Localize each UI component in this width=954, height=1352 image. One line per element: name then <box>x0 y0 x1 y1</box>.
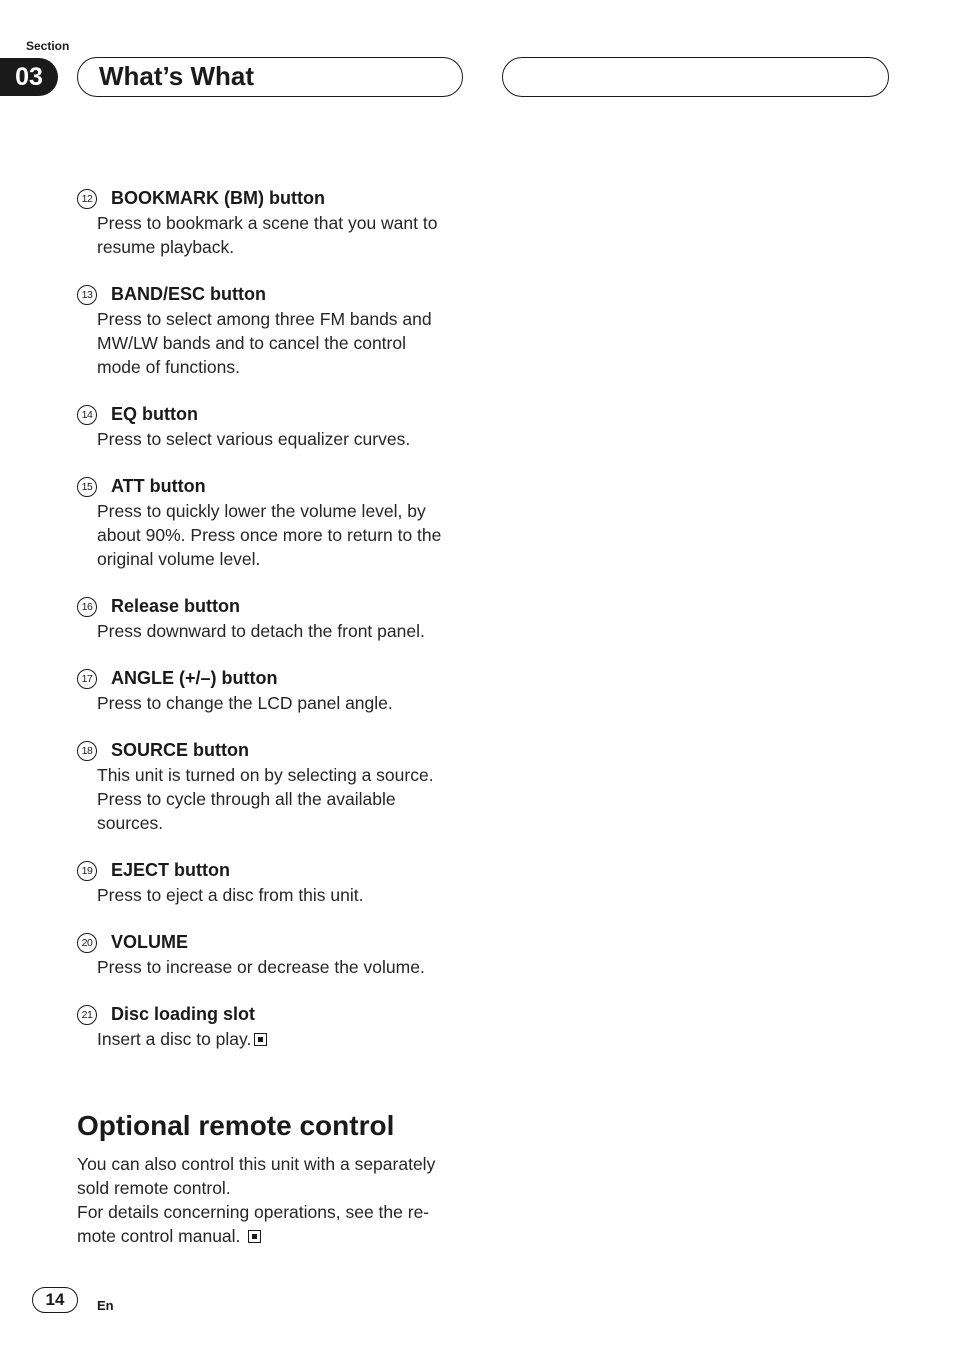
item-description-line <box>97 499 477 523</box>
remote-p1-line2: sold remote control. <box>77 1178 231 1198</box>
item-heading <box>77 858 477 883</box>
item-description-text: MW/LW bands and to cancel the control <box>97 333 406 353</box>
item-description-line <box>97 547 477 571</box>
item-description-text: Insert a disc to play. <box>97 1029 252 1049</box>
item-heading <box>77 1002 477 1027</box>
stop-square-icon <box>248 1230 261 1243</box>
item-description-text: Press to increase or decrease the volume. <box>97 957 425 977</box>
item-description-text: original volume level. <box>97 549 261 569</box>
list-item <box>77 186 477 259</box>
item-description <box>77 307 477 379</box>
item-description <box>77 427 477 451</box>
item-description <box>77 763 477 835</box>
item-description-line <box>97 619 477 643</box>
item-description <box>77 955 477 979</box>
item-heading <box>77 738 477 763</box>
remote-p2-line2: mote control manual. <box>77 1226 241 1246</box>
item-number-circle: 19 <box>77 861 97 881</box>
item-description <box>77 619 477 643</box>
item-description-line <box>97 955 477 979</box>
item-description-text: about 90%. Press once more to return to the <box>97 525 442 545</box>
item-heading <box>77 594 477 619</box>
item-description-line <box>97 1027 477 1051</box>
page-title: What’s What <box>77 57 463 97</box>
page-number: 14 <box>32 1287 78 1313</box>
remote-paragraph-1 <box>77 1152 477 1200</box>
remote-p1-line1: You can also control this unit with a separately <box>77 1154 436 1174</box>
item-number-circle: 18 <box>77 741 97 761</box>
item-description-line <box>97 355 477 379</box>
list-item <box>77 930 477 979</box>
item-title: ATT button <box>111 476 206 496</box>
item-list <box>77 186 477 1074</box>
item-description-text: Press to select among three FM bands and <box>97 309 432 329</box>
item-title: Disc loading slot <box>111 1004 256 1024</box>
list-item <box>77 738 477 835</box>
item-number-circle: 14 <box>77 405 97 425</box>
item-description-line <box>97 811 477 835</box>
item-heading <box>77 930 477 955</box>
remote-paragraph-2 <box>77 1200 477 1248</box>
item-description-text: This unit is turned on by selecting a source. <box>97 765 434 785</box>
item-description-text: Press to quickly lower the volume level, by <box>97 501 426 521</box>
item-description-line <box>97 307 477 331</box>
item-title: EJECT button <box>111 860 230 880</box>
item-description-text: Press to bookmark a scene that you want to <box>97 213 438 233</box>
item-description-text: resume playback. <box>97 237 235 257</box>
item-heading <box>77 474 477 499</box>
item-description-line <box>97 883 477 907</box>
item-title: BAND/ESC button <box>111 284 266 304</box>
item-description-text: Press downward to detach the front panel. <box>97 621 425 641</box>
list-item <box>77 282 477 379</box>
item-description-line <box>97 235 477 259</box>
section-label: Section <box>26 39 70 53</box>
item-description <box>77 211 477 259</box>
item-description-line <box>97 211 477 235</box>
item-heading <box>77 282 477 307</box>
item-title: VOLUME <box>111 932 189 952</box>
list-item <box>77 666 477 715</box>
list-item <box>77 474 477 571</box>
remote-section-heading: Optional remote control <box>77 1110 395 1141</box>
item-description <box>77 499 477 571</box>
item-title: Release button <box>111 596 241 616</box>
list-item <box>77 594 477 643</box>
item-heading <box>77 186 477 211</box>
item-number-circle: 12 <box>77 189 97 209</box>
item-description <box>77 883 477 907</box>
item-description-line <box>97 691 477 715</box>
item-description-line <box>97 763 477 787</box>
item-description-text: Press to cycle through all the available <box>97 789 396 809</box>
item-description-text: Press to eject a disc from this unit. <box>97 885 364 905</box>
remote-section-body <box>77 1152 477 1248</box>
item-heading <box>77 402 477 427</box>
item-description <box>77 1027 477 1051</box>
item-number-circle: 13 <box>77 285 97 305</box>
item-number-circle: 20 <box>77 933 97 953</box>
item-title: BOOKMARK (BM) button <box>111 188 325 208</box>
item-number-circle: 17 <box>77 669 97 689</box>
section-number-badge: 03 <box>0 58 58 96</box>
item-title: EQ button <box>111 404 198 424</box>
item-description-line <box>97 331 477 355</box>
item-title: SOURCE button <box>111 740 249 760</box>
item-heading <box>77 666 477 691</box>
stop-square-icon <box>254 1033 267 1046</box>
list-item <box>77 1002 477 1051</box>
item-description-text: mode of functions. <box>97 357 240 377</box>
item-description-text: sources. <box>97 813 164 833</box>
item-number-circle: 16 <box>77 597 97 617</box>
item-number-circle: 21 <box>77 1005 97 1025</box>
item-number-circle: 15 <box>77 477 97 497</box>
list-item <box>77 858 477 907</box>
header-empty-frame <box>502 57 889 97</box>
item-title: ANGLE (+/–) button <box>111 668 278 688</box>
list-item <box>77 402 477 451</box>
item-description-text: Press to change the LCD panel angle. <box>97 693 393 713</box>
item-description <box>77 691 477 715</box>
remote-p2-line1: For details concerning operations, see the re- <box>77 1202 430 1222</box>
item-description-line <box>97 427 477 451</box>
language-code: En <box>97 1298 114 1313</box>
item-description-text: Press to select various equalizer curves. <box>97 429 411 449</box>
item-description-line <box>97 787 477 811</box>
item-description-line <box>97 523 477 547</box>
